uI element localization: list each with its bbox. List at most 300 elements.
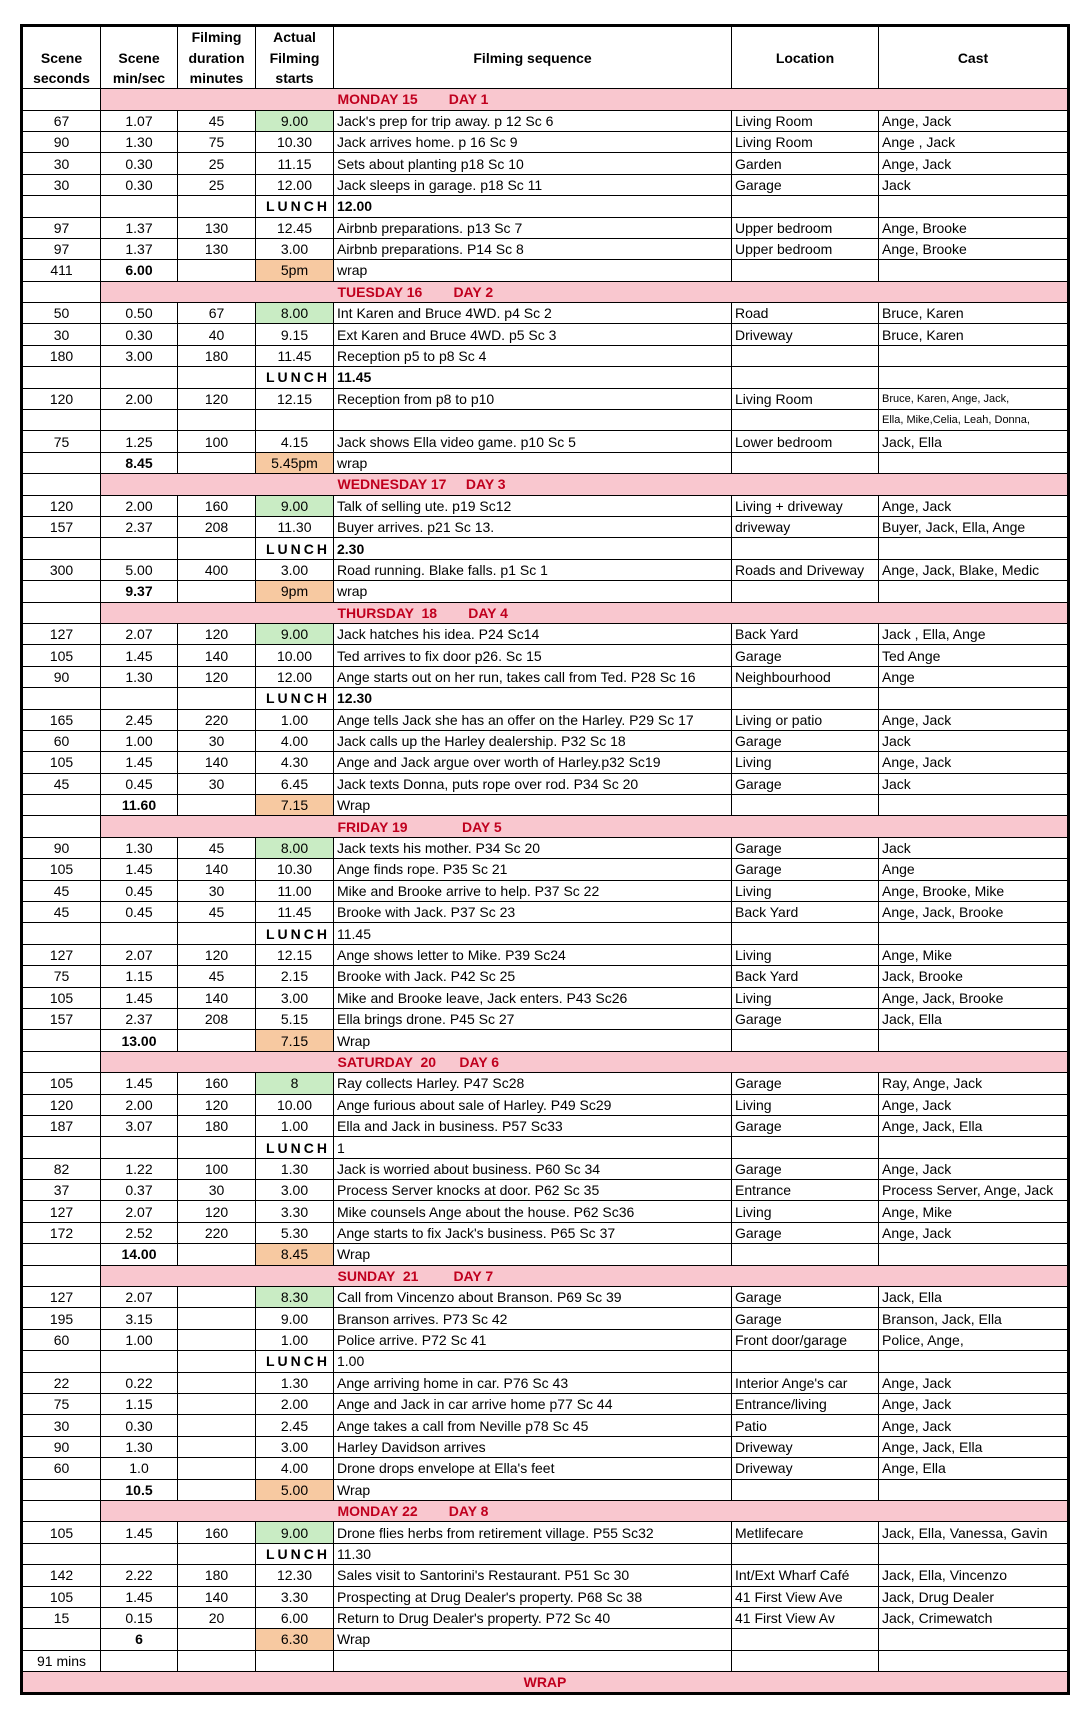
cast-cell: Ange, Jack — [879, 1372, 1069, 1393]
duration-cell: 30 — [178, 773, 256, 794]
scene-seconds-cell: 37 — [22, 1180, 101, 1201]
cast-cell: Bruce, Karen — [879, 303, 1069, 324]
scene-seconds-cell: 75 — [22, 1394, 101, 1415]
cast-cell: Ray, Ange, Jack — [879, 1073, 1069, 1094]
duration-cell: 20 — [178, 1607, 256, 1628]
day-band-cell — [101, 474, 178, 495]
scene-row — [22, 1607, 1069, 1628]
header-cell: minutes — [178, 68, 256, 89]
cast-cell: Ange, Jack — [879, 110, 1069, 131]
duration-cell: 100 — [178, 1158, 256, 1179]
blank-cell — [879, 1351, 1069, 1372]
start-time-cell: 7.15 — [256, 1030, 334, 1051]
day-header-row — [22, 89, 1069, 110]
blank-cell — [22, 1137, 101, 1158]
blank-cell — [732, 1543, 879, 1564]
scene-row — [22, 1201, 1069, 1222]
location-cell: Garage — [732, 1222, 879, 1243]
location-cell: Living — [732, 1201, 879, 1222]
start-time-cell: 11.45 — [256, 345, 334, 366]
location-cell: 41 First View Av — [732, 1607, 879, 1628]
scene-row — [22, 431, 1069, 452]
blank-cell — [732, 196, 879, 217]
scene-row — [22, 516, 1069, 537]
location-cell: Living Room — [732, 388, 879, 409]
start-time-cell: 3.30 — [256, 1201, 334, 1222]
day-label: TUESDAY 16 DAY 2 — [334, 281, 1069, 302]
duration-cell — [178, 1650, 256, 1671]
scene-minsec-cell: 9.37 — [101, 581, 178, 602]
header-cell — [879, 26, 1069, 48]
header-cell — [334, 68, 732, 89]
scene-row — [22, 110, 1069, 131]
scene-seconds-cell: 67 — [22, 110, 101, 131]
scene-row — [22, 1394, 1069, 1415]
location-cell: Lower bedroom — [732, 431, 879, 452]
location-cell: Garden — [732, 153, 879, 174]
blank-cell — [101, 688, 178, 709]
location-cell: Garage — [732, 837, 879, 858]
location-cell: Garage — [732, 1008, 879, 1029]
lunch-time: 12.30 — [334, 688, 732, 709]
sequence-cell: Ray collects Harley. P47 Sc28 — [334, 1073, 732, 1094]
scene-row — [22, 1436, 1069, 1457]
scene-minsec-cell — [101, 410, 178, 431]
scene-minsec-cell: 1.45 — [101, 752, 178, 773]
wrap-row — [22, 795, 1069, 816]
location-cell: Garage — [732, 1115, 879, 1136]
location-cell: Living Room — [732, 110, 879, 131]
scene-seconds-cell: 45 — [22, 880, 101, 901]
scene-row — [22, 1372, 1069, 1393]
scene-seconds-cell: 91 mins — [22, 1650, 101, 1671]
scene-seconds-cell: 50 — [22, 303, 101, 324]
scene-row — [22, 944, 1069, 965]
scene-row — [22, 837, 1069, 858]
duration-cell: 180 — [178, 345, 256, 366]
start-time-cell: 9.00 — [256, 1522, 334, 1543]
location-cell: Neighbourhood — [732, 666, 879, 687]
duration-cell — [178, 1394, 256, 1415]
sequence-cell: Jack texts Donna, puts rope over rod. P34 Sc 20 — [334, 773, 732, 794]
duration-cell: 140 — [178, 987, 256, 1008]
sequence-cell: Jack hatches his idea. P24 Sc14 — [334, 623, 732, 644]
scene-minsec-cell: 10.5 — [101, 1479, 178, 1500]
start-time-cell: 4.00 — [256, 1458, 334, 1479]
start-time-cell: 6.30 — [256, 1629, 334, 1650]
scene-seconds-cell: 22 — [22, 1372, 101, 1393]
start-time-cell: 3.00 — [256, 1180, 334, 1201]
start-time-cell: 8.30 — [256, 1287, 334, 1308]
sequence-cell: Drone flies herbs from retirement village. P55 Sc32 — [334, 1522, 732, 1543]
scene-row — [22, 1287, 1069, 1308]
scene-minsec-cell: 1.15 — [101, 1394, 178, 1415]
scene-minsec-cell: 1.22 — [101, 1158, 178, 1179]
blank-cell — [22, 1051, 101, 1072]
sequence-cell: Ella and Jack in business. P57 Sc33 — [334, 1115, 732, 1136]
location-cell: Garage — [732, 174, 879, 195]
wrap-row — [22, 452, 1069, 473]
sequence-cell: Ange starts out on her run, takes call from Ted. P28 Sc 16 — [334, 666, 732, 687]
day-band-cell — [101, 1051, 178, 1072]
cast-cell — [879, 1650, 1069, 1671]
location-cell — [732, 1244, 879, 1265]
location-cell: Garage — [732, 730, 879, 751]
cast-cell: Jack , Ella, Ange — [879, 623, 1069, 644]
scene-row — [22, 217, 1069, 238]
scene-minsec-cell: 2.07 — [101, 623, 178, 644]
scene-row — [22, 859, 1069, 880]
header-row — [22, 47, 1069, 67]
scene-minsec-cell: 1.25 — [101, 431, 178, 452]
cast-cell: Ange — [879, 666, 1069, 687]
cast-cell: Ange, Brooke — [879, 217, 1069, 238]
start-time-cell: 4.00 — [256, 730, 334, 751]
sequence-cell: Process Server knocks at door. P62 Sc 35 — [334, 1180, 732, 1201]
start-time-cell: 12.15 — [256, 388, 334, 409]
start-time-cell: 8.00 — [256, 837, 334, 858]
scene-row — [22, 623, 1069, 644]
blank-cell — [101, 1543, 178, 1564]
scene-minsec-cell: 6.00 — [101, 260, 178, 281]
sequence-cell — [334, 1650, 732, 1671]
sequence-cell: Ange and Jack in car arrive home p77 Sc 44 — [334, 1394, 732, 1415]
scene-seconds-cell: 90 — [22, 131, 101, 152]
blank-cell — [22, 1351, 101, 1372]
start-time-cell: 12.45 — [256, 217, 334, 238]
scene-seconds-cell: 187 — [22, 1115, 101, 1136]
day-band-cell — [178, 816, 256, 837]
scene-row — [22, 131, 1069, 152]
scene-row — [22, 666, 1069, 687]
sequence-cell: Ange arriving home in car. P76 Sc 43 — [334, 1372, 732, 1393]
location-cell: Garage — [732, 1073, 879, 1094]
scene-minsec-cell: 1.00 — [101, 1329, 178, 1350]
sequence-cell: Mike and Brooke leave, Jack enters. P43 Sc26 — [334, 987, 732, 1008]
day-band-cell — [101, 602, 178, 623]
blank-cell — [732, 1137, 879, 1158]
day-band-cell — [256, 1265, 334, 1286]
start-time-cell: 5.30 — [256, 1222, 334, 1243]
schedule-table — [20, 24, 1070, 1695]
location-cell: Garage — [732, 1308, 879, 1329]
sequence-cell: Talk of selling ute. p19 Sc12 — [334, 495, 732, 516]
scene-minsec-cell: 2.00 — [101, 1094, 178, 1115]
cast-cell: Ange, Jack — [879, 153, 1069, 174]
scene-seconds-cell: 105 — [22, 859, 101, 880]
blank-cell — [178, 538, 256, 559]
header-cell: min/sec — [101, 68, 178, 89]
location-cell: driveway — [732, 516, 879, 537]
duration-cell — [178, 1629, 256, 1650]
scene-seconds-cell: 30 — [22, 1415, 101, 1436]
duration-cell: 220 — [178, 1222, 256, 1243]
sequence-cell: Return to Drug Dealer's property. P72 Sc 40 — [334, 1607, 732, 1628]
lunch-row — [22, 1351, 1069, 1372]
start-time-cell: 3.00 — [256, 1436, 334, 1457]
start-time-cell: 3.30 — [256, 1586, 334, 1607]
scene-row — [22, 238, 1069, 259]
blank-cell — [879, 1137, 1069, 1158]
cast-cell: Process Server, Ange, Jack — [879, 1180, 1069, 1201]
sequence-cell: Wrap — [334, 1629, 732, 1650]
location-cell: Front door/garage — [732, 1329, 879, 1350]
scene-row — [22, 1586, 1069, 1607]
blank-cell — [22, 538, 101, 559]
duration-cell — [178, 410, 256, 431]
duration-cell: 180 — [178, 1115, 256, 1136]
day-header-row — [22, 1265, 1069, 1286]
start-time-cell: 5.00 — [256, 1479, 334, 1500]
duration-cell — [178, 1458, 256, 1479]
scene-minsec-cell: 2.37 — [101, 516, 178, 537]
location-cell — [732, 1479, 879, 1500]
sequence-cell: Ange and Jack argue over worth of Harley.p32 Sc19 — [334, 752, 732, 773]
scene-row — [22, 495, 1069, 516]
scene-seconds-cell — [22, 581, 101, 602]
start-time-cell: 9pm — [256, 581, 334, 602]
scene-minsec-cell: 1.37 — [101, 217, 178, 238]
wrap-row — [22, 1244, 1069, 1265]
location-cell — [732, 1650, 879, 1671]
scene-minsec-cell: 2.07 — [101, 944, 178, 965]
location-cell: Garage — [732, 1287, 879, 1308]
duration-cell: 140 — [178, 752, 256, 773]
start-time-cell: 11.15 — [256, 153, 334, 174]
cast-cell: Ella, Mike,Celia, Leah, Donna, — [879, 410, 1069, 431]
location-cell: Metlifecare — [732, 1522, 879, 1543]
scene-seconds-cell: 165 — [22, 709, 101, 730]
scene-row — [22, 987, 1069, 1008]
cast-cell: Jack, Ella, Vincenzo — [879, 1565, 1069, 1586]
duration-cell — [178, 1415, 256, 1436]
day-band-cell — [101, 1265, 178, 1286]
location-cell: Living — [732, 987, 879, 1008]
duration-cell: 120 — [178, 388, 256, 409]
scene-row — [22, 153, 1069, 174]
scene-minsec-cell: 3.00 — [101, 345, 178, 366]
scene-seconds-cell: 30 — [22, 153, 101, 174]
scene-seconds-cell: 105 — [22, 987, 101, 1008]
header-row — [22, 26, 1069, 48]
sequence-cell: Call from Vincenzo about Branson. P69 Sc 39 — [334, 1287, 732, 1308]
blank-cell — [879, 538, 1069, 559]
location-cell: Garage — [732, 859, 879, 880]
start-time-cell — [256, 1650, 334, 1671]
scene-minsec-cell: 0.30 — [101, 174, 178, 195]
scene-row — [22, 559, 1069, 580]
header-cell: Scene — [22, 47, 101, 67]
cast-cell: Ange, Ella — [879, 1458, 1069, 1479]
duration-cell — [178, 1372, 256, 1393]
scene-minsec-cell: 1.30 — [101, 1436, 178, 1457]
scene-seconds-cell: 195 — [22, 1308, 101, 1329]
sequence-cell: Police arrive. P72 Sc 41 — [334, 1329, 732, 1350]
cast-cell: Ange, Jack, Brooke — [879, 987, 1069, 1008]
cast-cell: Jack — [879, 773, 1069, 794]
start-time-cell: 6.45 — [256, 773, 334, 794]
blank-cell — [22, 602, 101, 623]
lunch-time: 11.30 — [334, 1543, 732, 1564]
blank-cell — [101, 1137, 178, 1158]
location-cell: Garage — [732, 1158, 879, 1179]
blank-cell — [732, 688, 879, 709]
cast-cell: Jack, Crimewatch — [879, 1607, 1069, 1628]
blank-cell — [732, 1351, 879, 1372]
scene-seconds-cell: 300 — [22, 559, 101, 580]
header-cell: Filming — [178, 26, 256, 48]
location-cell: Patio — [732, 1415, 879, 1436]
sequence-cell: Ext Karen and Bruce 4WD. p5 Sc 3 — [334, 324, 732, 345]
wrap-row — [22, 1629, 1069, 1650]
scene-row — [22, 730, 1069, 751]
location-cell: Driveway — [732, 1458, 879, 1479]
blank-cell — [879, 1543, 1069, 1564]
header-cell: Cast — [879, 47, 1069, 67]
blank-cell — [879, 688, 1069, 709]
day-label: MONDAY 22 DAY 8 — [334, 1500, 1069, 1521]
cast-cell: Ange, Jack — [879, 495, 1069, 516]
day-band-cell — [101, 89, 178, 110]
duration-cell: 130 — [178, 217, 256, 238]
cast-cell — [879, 260, 1069, 281]
blank-cell — [101, 1351, 178, 1372]
start-time-cell: 11.00 — [256, 880, 334, 901]
blank-cell — [178, 1137, 256, 1158]
blank-cell — [178, 688, 256, 709]
scene-seconds-cell: 172 — [22, 1222, 101, 1243]
start-time-cell: 10.00 — [256, 1094, 334, 1115]
scene-seconds-cell: 120 — [22, 1094, 101, 1115]
scene-row — [22, 1329, 1069, 1350]
start-time-cell: 2.15 — [256, 966, 334, 987]
lunch-row — [22, 923, 1069, 944]
day-band-cell — [178, 1500, 256, 1521]
sequence-cell: Buyer arrives. p21 Sc 13. — [334, 516, 732, 537]
sequence-cell: wrap — [334, 581, 732, 602]
scene-minsec-cell: 1.37 — [101, 238, 178, 259]
start-time-cell: 11.30 — [256, 516, 334, 537]
location-cell: Road — [732, 303, 879, 324]
scene-minsec-cell: 2.00 — [101, 388, 178, 409]
scene-seconds-cell: 97 — [22, 238, 101, 259]
location-cell: 41 First View Ave — [732, 1586, 879, 1607]
scene-minsec-cell: 2.07 — [101, 1287, 178, 1308]
duration-cell: 208 — [178, 1008, 256, 1029]
location-cell: Garage — [732, 645, 879, 666]
scene-minsec-cell: 0.50 — [101, 303, 178, 324]
sequence-cell: Sales visit to Santorini's Restaurant. P51 Sc 30 — [334, 1565, 732, 1586]
cast-cell — [879, 795, 1069, 816]
scene-seconds-cell: 120 — [22, 388, 101, 409]
duration-cell: 67 — [178, 303, 256, 324]
scene-seconds-cell — [22, 1244, 101, 1265]
scene-seconds-cell: 120 — [22, 495, 101, 516]
scene-row — [22, 773, 1069, 794]
blank-cell — [22, 474, 101, 495]
location-cell: Back Yard — [732, 902, 879, 923]
scene-seconds-cell: 157 — [22, 516, 101, 537]
cast-cell: Bruce, Karen — [879, 324, 1069, 345]
scene-minsec-cell: 0.45 — [101, 880, 178, 901]
day-band-cell — [256, 474, 334, 495]
scene-minsec-cell: 1.15 — [101, 966, 178, 987]
scene-seconds-cell — [22, 1479, 101, 1500]
cast-cell: Ted Ange — [879, 645, 1069, 666]
day-label: WEDNESDAY 17 DAY 3 — [334, 474, 1069, 495]
cast-cell: Jack, Ella — [879, 1287, 1069, 1308]
start-time-cell: 8.00 — [256, 303, 334, 324]
sequence-cell: Jack texts his mother. P34 Sc 20 — [334, 837, 732, 858]
scene-row — [22, 1073, 1069, 1094]
cast-cell: Ange, Jack, Blake, Medic — [879, 559, 1069, 580]
lunch-time: 1.00 — [334, 1351, 732, 1372]
cast-cell: Bruce, Karen, Ange, Jack, — [879, 388, 1069, 409]
scene-row — [22, 1222, 1069, 1243]
duration-cell — [178, 795, 256, 816]
day-band-cell — [101, 816, 178, 837]
cast-cell: Ange, Mike — [879, 944, 1069, 965]
scene-seconds-cell: 105 — [22, 1586, 101, 1607]
wrap-row — [22, 581, 1069, 602]
day-band-cell — [178, 1265, 256, 1286]
day-band-cell — [178, 1051, 256, 1072]
sequence-cell: Jack calls up the Harley dealership. P32 Sc 18 — [334, 730, 732, 751]
duration-cell: 30 — [178, 880, 256, 901]
scene-seconds-cell — [22, 410, 101, 431]
sequence-cell: Jack's prep for trip away. p 12 Sc 6 — [334, 110, 732, 131]
sequence-cell: Wrap — [334, 1244, 732, 1265]
blank-cell — [178, 1351, 256, 1372]
start-time-cell: 1.30 — [256, 1372, 334, 1393]
scene-row — [22, 966, 1069, 987]
duration-cell: 40 — [178, 324, 256, 345]
start-time-cell: 1.30 — [256, 1158, 334, 1179]
sequence-cell: Mike and Brooke arrive to help. P37 Sc 22 — [334, 880, 732, 901]
cast-cell: Ange, Brooke, Mike — [879, 880, 1069, 901]
blank-cell — [879, 367, 1069, 388]
blank-cell — [101, 196, 178, 217]
scene-minsec-cell: 1.0 — [101, 1458, 178, 1479]
scene-minsec-cell: 1.00 — [101, 730, 178, 751]
start-time-cell: 5.15 — [256, 1008, 334, 1029]
start-time-cell: 9.15 — [256, 324, 334, 345]
header-cell — [732, 26, 879, 48]
duration-cell — [178, 581, 256, 602]
lunch-row — [22, 1543, 1069, 1564]
scene-minsec-cell: 1.30 — [101, 666, 178, 687]
sequence-cell: Jack arrives home. p 16 Sc 9 — [334, 131, 732, 152]
sequence-cell: Sets about planting p18 Sc 10 — [334, 153, 732, 174]
final-wrap-label: WRAP — [22, 1672, 1069, 1694]
scene-minsec-cell: 6 — [101, 1629, 178, 1650]
blank-cell — [22, 1265, 101, 1286]
cast-cell: Police, Ange, — [879, 1329, 1069, 1350]
start-time-cell: 12.15 — [256, 944, 334, 965]
duration-cell: 25 — [178, 153, 256, 174]
location-cell — [732, 410, 879, 431]
scene-seconds-cell: 127 — [22, 1201, 101, 1222]
day-band-cell — [256, 281, 334, 302]
blank-cell — [101, 923, 178, 944]
start-time-cell: 10.30 — [256, 131, 334, 152]
sequence-cell: Jack is worried about business. P60 Sc 34 — [334, 1158, 732, 1179]
scene-minsec-cell: 1.30 — [101, 837, 178, 858]
lunch-row — [22, 538, 1069, 559]
wrap-row — [22, 260, 1069, 281]
scene-minsec-cell: 1.07 — [101, 110, 178, 131]
scene-row — [22, 388, 1069, 409]
